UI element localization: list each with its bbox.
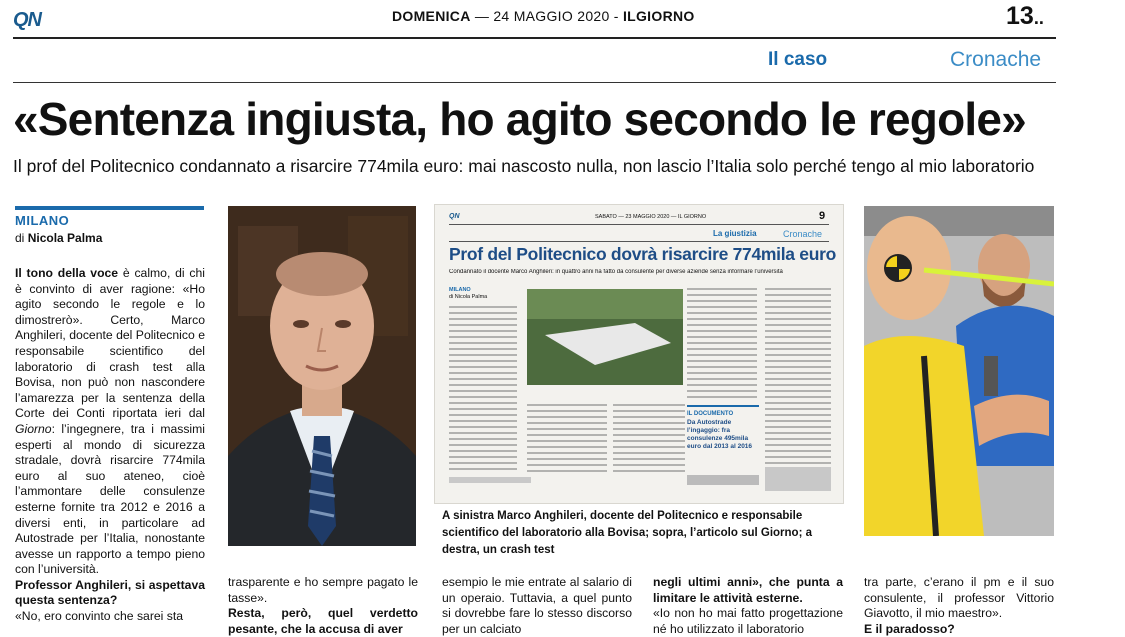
dateline [392, 8, 695, 24]
headline: «Sentenza ingiusta, ho agito secondo le regole» [13, 93, 1026, 145]
section-rule [13, 82, 1056, 83]
col5-text: tra parte, c’erano il pm e il suo consulente, il professor Vittorio Giavotto, il mio maestro». [864, 575, 1054, 621]
article-column-1: Il tono della voce è calmo, di chi è convinto di aver ragione: «Ho agito secondo le regole e lo dimostrerò». Certo, Marco Anghileri, docente del Politecnico e responsabile scientifico del laboratorio di crash test alla Bovisa, non può non nascondere l’amarezza per la sentenza della Corte dei Conti riportata ieri dal Giorno: l’ingegnere, tra i massimi esperti al mondo di sicurezza stradale, dovrà risarcire 774mila euro al suo ateneo, cioè l’ammontare delle consulenze esterne fornite tra 2012 e 2016 a diversi enti, in particolare ad Autostrade per l’Italia, nonostante avesse un rapporto a tempo pieno con l’università. Professor Anghileri, si aspettava questa sentenza? «No, ero convinto che sarei sta [15, 266, 205, 624]
paper-name: ILGIORNO [622, 8, 695, 24]
col2-question: Resta, però, quel verdetto pesante, che la accusa di aver [228, 606, 418, 636]
col4-question: negli ultimi anni», che punta a limitare le attività esterne. [653, 575, 843, 605]
photo-caption: A sinistra Marco Anghileri, docente del Politecnico e responsabile scientifico del laboratorio alla Bovisa; sopra, l’articolo sul Giorno; a destra, un crash test [442, 510, 812, 556]
author-name: Nicola Palma [27, 231, 103, 245]
clipping-box-label: IL DOCUMENTO [687, 411, 734, 417]
portrait-photo [228, 206, 416, 546]
col5-question: E il paradosso? [864, 621, 955, 636]
clipping-dateline: MILANO [449, 287, 471, 293]
qn-logo: QN [13, 9, 41, 31]
clipping-subheadline: Condannato il docente Marco Anghileri: in quattro anni ha fatto da consulente per diverse aziende senza informare l’università [449, 269, 783, 275]
clipping-headline: Prof del Politecnico dovrà risarcire 774mila euro [449, 244, 836, 264]
dash-separator: — [474, 8, 494, 24]
category-label: Cronache [950, 48, 1042, 71]
col3-text: esempio le mie entrate al salario di un operaio. Tuttavia, a quel punto si dovrebbe fare lo stesso discorso per un calciato [442, 575, 632, 636]
lead-text: Il tono della voce [15, 266, 119, 280]
article-column-2 [228, 575, 418, 637]
clipping-page: 9 [819, 210, 826, 222]
day-label: DOMENICA [392, 8, 471, 24]
clipping-category: Cronache [783, 229, 823, 239]
clipping-text-lines [435, 205, 843, 503]
dash-separator-2: - [613, 8, 623, 24]
col2-text: trasparente e ho sempre pagato le tasse». [228, 575, 418, 605]
newspaper-clipping [434, 204, 844, 504]
clipping-section: La giustizia [713, 229, 757, 238]
article-column-4 [653, 575, 843, 637]
section-label: Il caso [768, 49, 828, 70]
col4-text: «Io non ho mai fatto progettazione né ho utilizzato il laboratorio [653, 606, 843, 636]
article-column-5 [864, 575, 1054, 637]
portrait-illustration [228, 206, 416, 546]
clipping-box-title: Da Autostrade l’ingaggio: fra consulenze 495mila euro dal 2013 al 2016 [687, 419, 753, 450]
article-dateline: MILANO [15, 213, 70, 228]
byline: di Nicola Palma [15, 231, 103, 245]
clipping-byline: di Nicola Palma [449, 294, 488, 300]
page-number: 13.. [1006, 2, 1044, 30]
crash-test-photo [864, 206, 1054, 536]
date-label: 24 MAGGIO 2020 [493, 8, 610, 24]
clipping-logo: QN [449, 213, 460, 220]
interview-question: Professor Anghileri, si aspettava questa sentenza? [15, 577, 205, 608]
header-rule [13, 37, 1056, 39]
interview-answer: «No, ero convinto che sarei sta [15, 609, 184, 624]
subheadline: Il prof del Politecnico condannato a risarcire 774mila euro: mai nascosto nulla, non lascio l’Italia solo perché tengo al mio laboratorio [13, 156, 1035, 176]
crash-test-illustration [864, 206, 1054, 536]
dateline-bar [15, 206, 204, 210]
clipping-date: SABATO — 23 MAGGIO 2020 — IL GIORNO [595, 214, 707, 220]
article-column-3 [442, 575, 632, 637]
